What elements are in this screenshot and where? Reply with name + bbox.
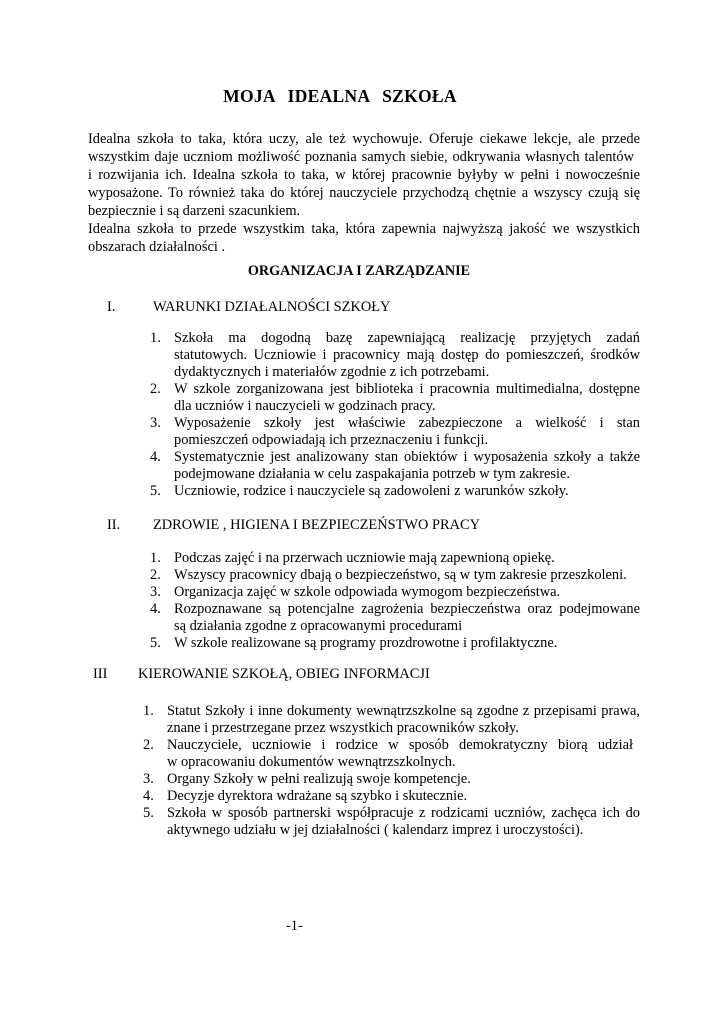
list-item: 3. Organy Szkoły w pełni realizują swoje kompetencje.: [143, 771, 471, 787]
list-item: 1. Statut Szkoły i inne dokumenty wewnątrzszkolne są zgodne z przepisami prawa, znane i przestrzegane przez wszystkich pracowników szkoły.: [143, 703, 640, 736]
list-item: 5. Szkoła w sposób partnerski współpracuje z rodzicami uczniów, zachęca ich do aktywnego udziału w jej działalności ( kalendarz imprez i uroczystości).: [143, 805, 640, 838]
list-item: 5. W szkole realizowane są programy prozdrowotne i profilaktyczne.: [150, 635, 558, 651]
section-title: ZDROWIE , HIGIENA I BEZPIECZEŃSTWO PRACY: [153, 517, 480, 533]
section-2-list: [150, 550, 640, 652]
list-item: 3. Organizacja zajęć w szkole odpowiada wymogom bezpieczeństwa.: [150, 584, 561, 600]
page-number: -1-: [286, 918, 303, 934]
document-title: MOJA IDEALNA SZKOŁA: [223, 86, 457, 106]
list-item: 1. Podczas zajęć i na przerwach uczniowie mają zapewnioną opiekę.: [150, 550, 555, 566]
list-item: 2. Wszyscy pracownicy dbają o bezpieczeństwo, są w tym zakresie przeszkoleni.: [150, 567, 627, 583]
section-number: I.: [107, 299, 116, 315]
section-title: WARUNKI DZIAŁALNOŚCI SZKOŁY: [153, 299, 391, 315]
list-item: 4. Systematycznie jest analizowany stan obiektów i wyposażenia szkoły a także podejmowane działania w celu zaspakajania potrzeb w tym zakresie.: [150, 449, 640, 482]
section-number: III: [93, 666, 108, 682]
section-number: II.: [107, 517, 121, 533]
list-item: 4. Decyzje dyrektora wdrażane są szybko i skutecznie.: [143, 788, 468, 804]
list-item: 5. Uczniowie, rodzice i nauczyciele są zadowoleni z warunków szkoły.: [150, 483, 569, 499]
intro-line: obszarach działalności .: [88, 239, 226, 255]
list-item: 1. Szkoła ma dogodną bazę zapewniającą realizację przyjętych zadań statutowych. Uczniowie i pracownicy mają dostęp do pomieszczeń, środków dydaktycznych i materiałów zgodnie z ich potrzebami.: [150, 330, 640, 380]
intro-line: wyposażone. To również taka do której nauczyciele przychodzą chętnie a wszyscy czują się: [88, 185, 640, 201]
intro-line: wszystkim daje uczniom możliwość poznania samych siebie, odkrywania własnych talentów: [88, 149, 634, 165]
section-title: KIEROWANIE SZKOŁĄ, OBIEG INFORMACJI: [138, 666, 430, 682]
section-1-list: [150, 330, 640, 500]
list-item: 3. Wyposażenie szkoły jest właściwie zabezpieczone a wielkość i stan pomieszczeń odpowiadają ich przeznaczeniu i funkcji.: [150, 415, 640, 448]
section-subtitle: ORGANIZACJA I ZARZĄDZANIE: [247, 263, 471, 279]
list-item: 2. W szkole zorganizowana jest biblioteka i pracownia multimedialna, dostępne dla uczniów i nauczycieli w godzinach pracy.: [150, 381, 640, 414]
intro-line: Idealna szkoła to przede wszystkim taka, która zapewnia najwyższą jakość we wszystkich: [88, 221, 640, 237]
section-3-list: [143, 703, 640, 839]
intro-line: Idealna szkoła to taka, która uczy, ale też wychowuje. Oferuje ciekawe lekcje, ale przede: [88, 131, 640, 147]
intro-line: i rozwijania ich. Idealna szkoła to taka, w której pracownie byłyby w pełni i nowocześnie: [88, 167, 640, 183]
list-item: 2. Nauczyciele, uczniowie i rodzice w sposób demokratyczny biorą udział w opracowaniu dokumentów wewnątrzszkolnych.: [143, 737, 633, 770]
intro-paragraph: [88, 130, 640, 256]
list-item: 4. Rozpoznawane są potencjalne zagrożenia bezpieczeństwa oraz podejmowane są działania zgodne z opracowanymi procedurami: [150, 601, 640, 634]
intro-line: bezpiecznie i są darzeni szacunkiem.: [88, 203, 301, 219]
